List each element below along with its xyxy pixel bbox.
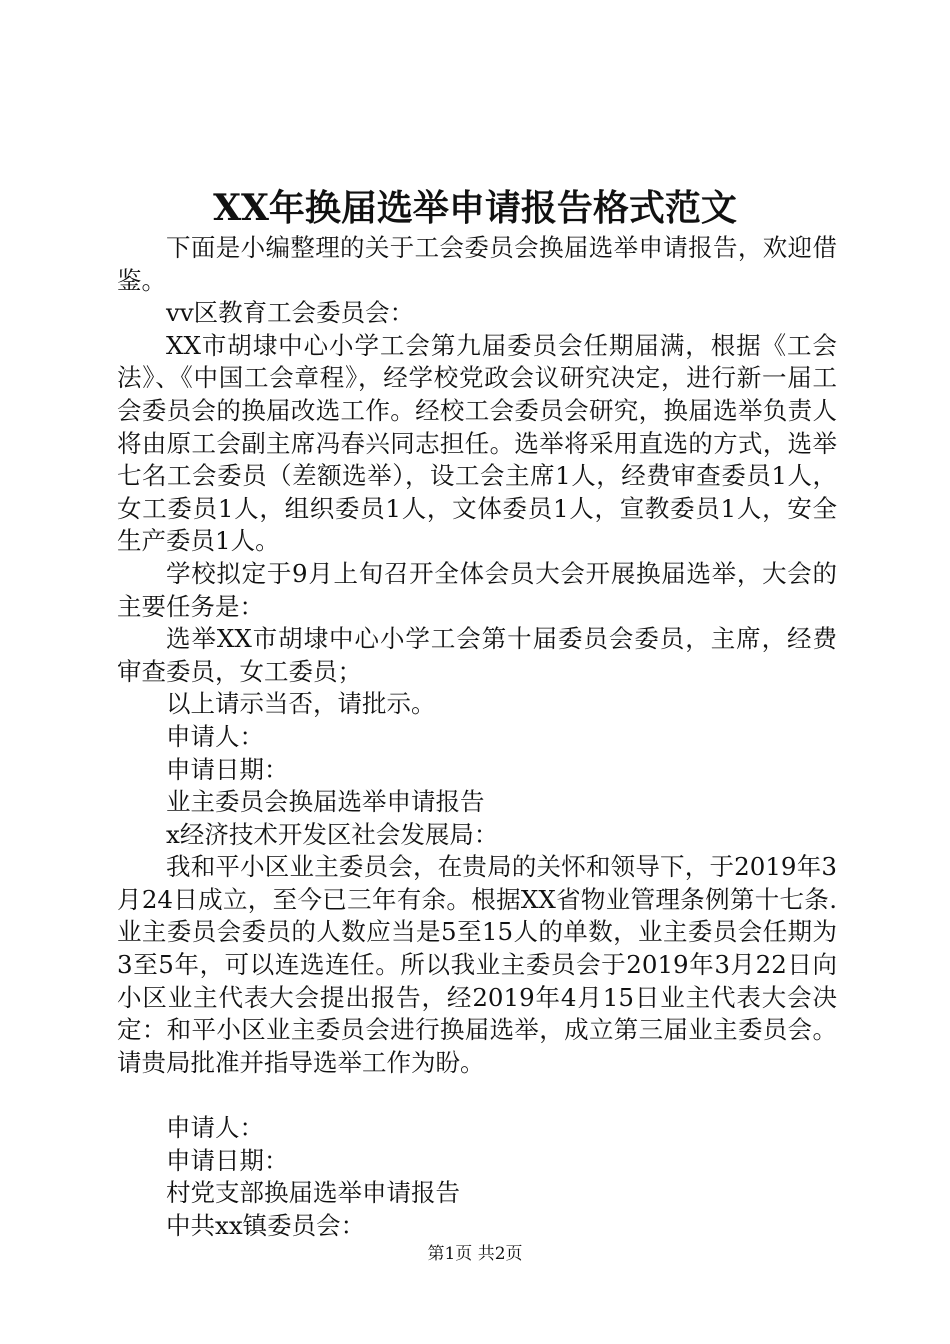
paragraph-addressee-1: vv区教育工会委员会： — [166, 298, 415, 328]
paragraph-date-1: 申请日期： — [166, 754, 289, 784]
document-body — [117, 232, 837, 1242]
paragraph-addressee-3: 中共xx镇委员会： — [166, 1210, 366, 1240]
paragraph-plan: 学校拟定于9月上旬召开全体会员大会开展换届选举，大会的主要任务是： — [117, 558, 837, 621]
paragraph-date-2: 申请日期： — [166, 1145, 289, 1175]
paragraph-closing-1: 以上请示当否，请批示。 — [166, 689, 436, 719]
paragraph-tasks: 选举XX市胡埭中心小学工会第十届委员会委员，主席，经费审查委员，女工委员； — [117, 624, 837, 686]
paragraph-heading-3: 村党支部换届选举申请报告 — [166, 1178, 460, 1208]
paragraph-heading-2: 业主委员会换届选举申请报告 — [166, 787, 485, 817]
page-number: 第1页 共2页 — [427, 1244, 523, 1264]
paragraph-applicant-1: 申请人： — [166, 721, 264, 751]
paragraph-applicant-2: 申请人： — [166, 1113, 264, 1143]
paragraph-spacer — [117, 1079, 837, 1112]
paragraph-addressee-2: x经济技术开发区社会发展局： — [166, 819, 499, 849]
paragraph-request-1: XX市胡埭中心小学工会第九届委员会任期届满，根据《工会法》、《中国工会章程》，经学校党政会议研究决定，进行新一届工会委员会的换届改选工作。经校工会委员会研究，换届选举负责人将由原工会副主席冯春兴同志担任。选举将采用直选的方式，选举七名工会委员（差额选举），设工会主席1人，经费审查委员1人，女工委员1人，组织委员1人，文体委员1人，宣教委员1人，安全生产委员1人。 — [117, 330, 837, 556]
paragraph-request-2: 我和平小区业主委员会，在贵局的关怀和领导下，于2019年3月24日成立，至今已三年有余。根据XX省物业管理条例第十七条.业主委员会委员的人数应当是5至15人的单数，业主委员会任期为3至5年，可以连选连任。所以我业主委员会于2019年3月22日向小区业主代表大会提出报告，经2019年4月15日业主代表大会决定：和平小区业主委员会进行换届选举，成立第三届业主委员会。请贵局批准并指导选举工作为盼。 — [117, 852, 837, 1077]
paragraph-intro: 下面是小编整理的关于工会委员会换届选举申请报告，欢迎借鉴。 — [117, 233, 837, 295]
document-title: XX年换届选举申请报告格式范文 — [213, 187, 737, 229]
